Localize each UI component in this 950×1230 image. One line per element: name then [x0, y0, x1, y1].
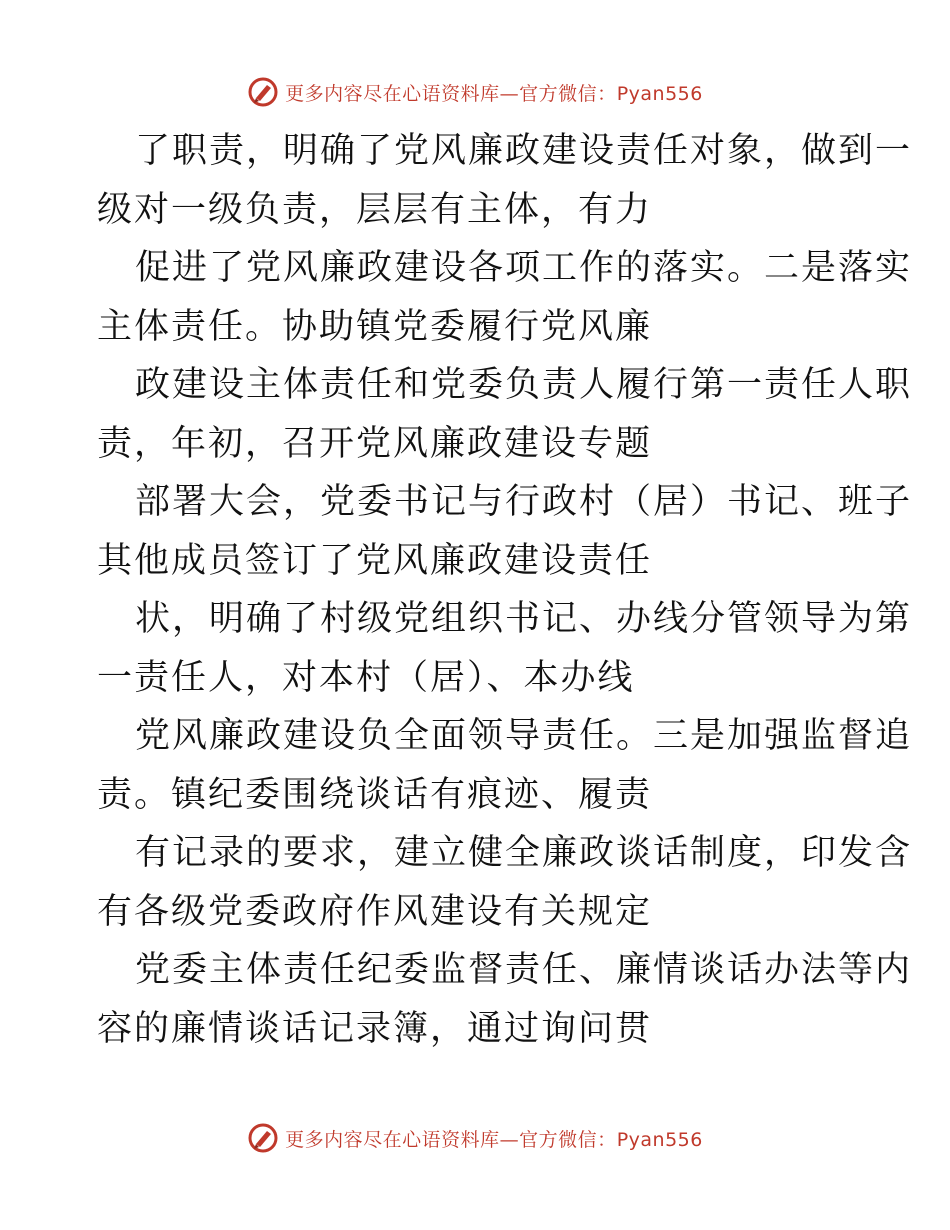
- body-line: 其他成员签订了党风廉政建设责任: [97, 540, 653, 581]
- header-banner-text: [285, 79, 703, 106]
- footer-wechat-label: 官方微信：: [519, 1128, 617, 1151]
- header-banner-title: 更多内容尽在心语资料库: [285, 82, 500, 105]
- header-banner-separator: —: [499, 82, 520, 105]
- body-line: 一责任人，对本村（居）、本办线: [97, 657, 635, 698]
- logo-icon: [247, 1122, 279, 1154]
- body-line: 部署大会，党委书记与行政村（居）书记、班子: [135, 482, 913, 522]
- footer-banner-title: 更多内容尽在心语资料库: [285, 1128, 500, 1151]
- header-banner: [0, 72, 950, 112]
- body-line: 党委主体责任纪委监督责任、廉情谈话办法等内: [135, 950, 913, 990]
- footer-wechat-id: Pyan556: [616, 1128, 703, 1151]
- body-line: 有各级党委政府作风建设有关规定: [97, 891, 653, 932]
- body-line: 了职责，明确了党风廉政建设责任对象，做到一: [135, 131, 913, 171]
- body-line: 容的廉情谈话记录簿，通过询问贯: [97, 1008, 653, 1049]
- body-line: 状，明确了村级党组织书记、办线分管领导为第: [135, 599, 913, 639]
- body-line: 责，年初，召开党风廉政建设专题: [97, 423, 653, 464]
- body-line: 党风廉政建设负全面领导责任。三是加强监督追: [135, 716, 913, 756]
- body-line: 责。镇纪委围绕谈话有痕迹、履责: [97, 774, 653, 815]
- footer-banner-separator: —: [499, 1128, 520, 1151]
- body-line: 促进了党风廉政建设各项工作的落实。二是落实: [135, 248, 913, 288]
- body-line: 级对一级负责，层层有主体，有力: [97, 189, 653, 230]
- body-line: 有记录的要求，建立健全廉政谈话制度，印发含: [135, 833, 913, 873]
- body-line: 政建设主体责任和党委负责人履行第一责任人职: [135, 365, 913, 405]
- logo-icon: [247, 76, 279, 108]
- header-wechat-id: Pyan556: [616, 82, 703, 105]
- document-body: [97, 122, 913, 1058]
- footer-banner-text: [285, 1125, 703, 1152]
- header-wechat-label: 官方微信：: [519, 82, 617, 105]
- footer-banner: [0, 1118, 950, 1158]
- body-line: 主体责任。协助镇党委履行党风廉: [97, 306, 653, 347]
